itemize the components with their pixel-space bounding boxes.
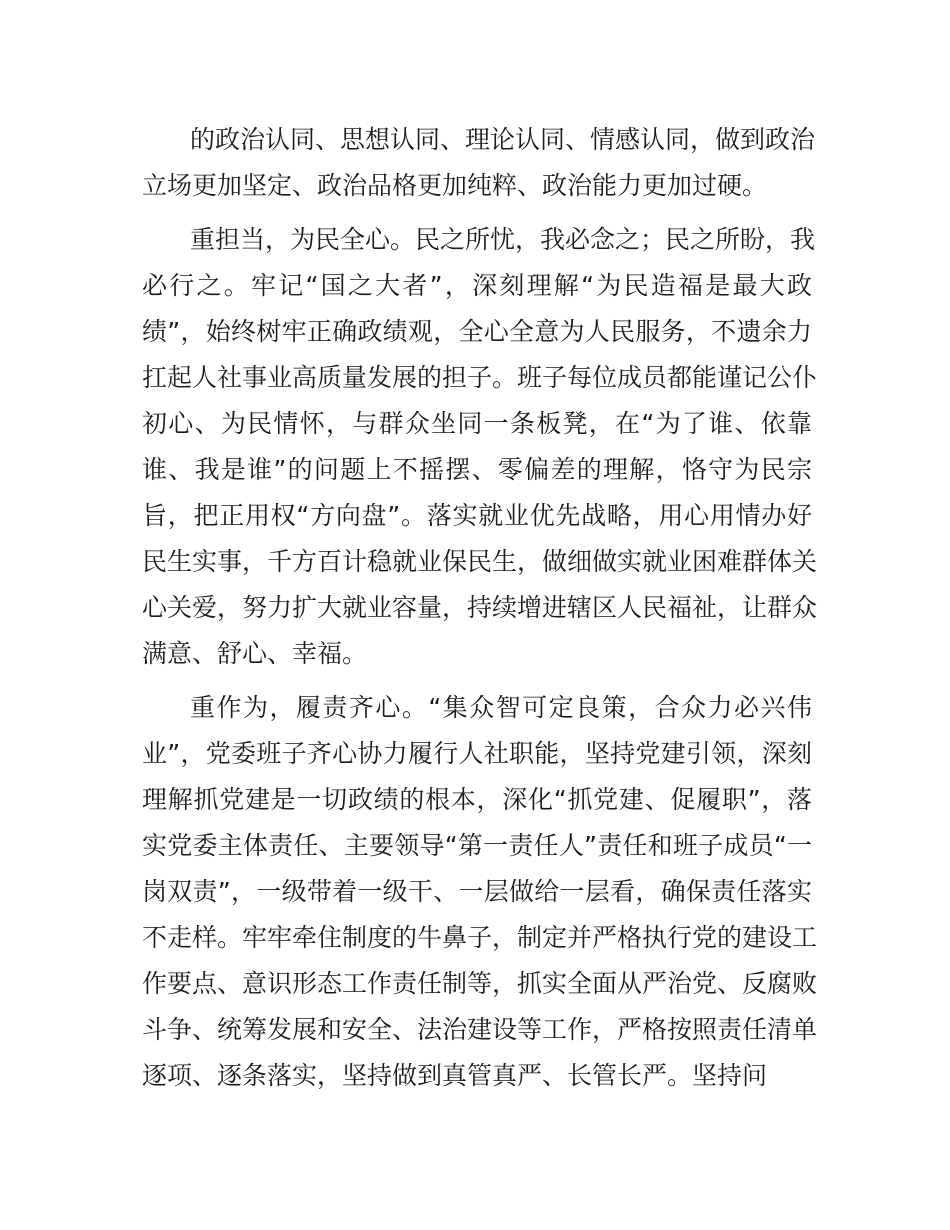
- text-line: 实党委主体责任、主要领导“第一责任人”责任和班子成员“一: [142, 831, 812, 860]
- text-line: 旨，把正用权“方向盘”。落实就业优先战略，用心用情办好: [142, 501, 812, 530]
- text-line: 必行之。牢记“国之大者”，深刻理解“为民造福是最大政: [142, 271, 812, 300]
- text-line: 不走样。牢牢牵住制度的牛鼻子，制定并严格执行党的建设工: [142, 923, 818, 952]
- text-line: 作要点、意识形态工作责任制等，抓实全面从严治党、反腐败: [142, 969, 818, 998]
- paragraph-serve-people: [142, 217, 818, 677]
- text-line: 立场更加坚定、政治品格更加纯粹、政治能力更加过硬。: [142, 171, 768, 200]
- text-line: 谁、我是谁”的问题上不摇摆、零偏差的理解，恪守为民宗: [142, 455, 812, 484]
- text-line: 初心、为民情怀，与群众坐同一条板凳，在“为了谁、依靠: [142, 409, 812, 438]
- text-line: 绩”，始终树牢正确政绩观，全心全意为人民服务，不遗余力: [142, 317, 812, 346]
- text-line: 逐项、逐条落实，坚持做到真管真严、长管长严。坚持问: [142, 1061, 768, 1090]
- paragraph-take-action: [142, 685, 818, 1099]
- document-body: [142, 117, 818, 1099]
- text-line: 满意、舒心、幸福。: [142, 639, 368, 668]
- text-line: 理解抓党建是一切政绩的根本，深化“抓党建、促履职”，落: [142, 785, 812, 814]
- text-line: 的政治认同、思想认同、理论认同、情感认同，做到政治: [190, 125, 816, 154]
- text-line: 业”，党委班子齐心协力履行人社职能，坚持党建引领，深刻: [142, 739, 812, 768]
- paragraph-political-identity: [142, 117, 816, 209]
- text-line: 斗争、统筹发展和安全、法治建设等工作，严格按照责任清单: [142, 1015, 818, 1044]
- text-line: 心关爱，努力扩大就业容量，持续增进辖区人民福祉，让群众: [142, 593, 818, 622]
- text-line: 民生实事，千方百计稳就业保民生，做细做实就业困难群体关: [142, 547, 818, 576]
- text-line: 重作为，履责齐心。“集众智可定良策，合众力必兴伟: [190, 693, 812, 722]
- text-line: 扛起人社事业高质量发展的担子。班子每位成员都能谨记公仆: [142, 363, 818, 392]
- text-line: 岗双责”，一级带着一级干、一层做给一层看，确保责任落实: [142, 877, 812, 906]
- text-line: 重担当，为民全心。民之所忧，我必念之；民之所盼，我: [190, 225, 816, 254]
